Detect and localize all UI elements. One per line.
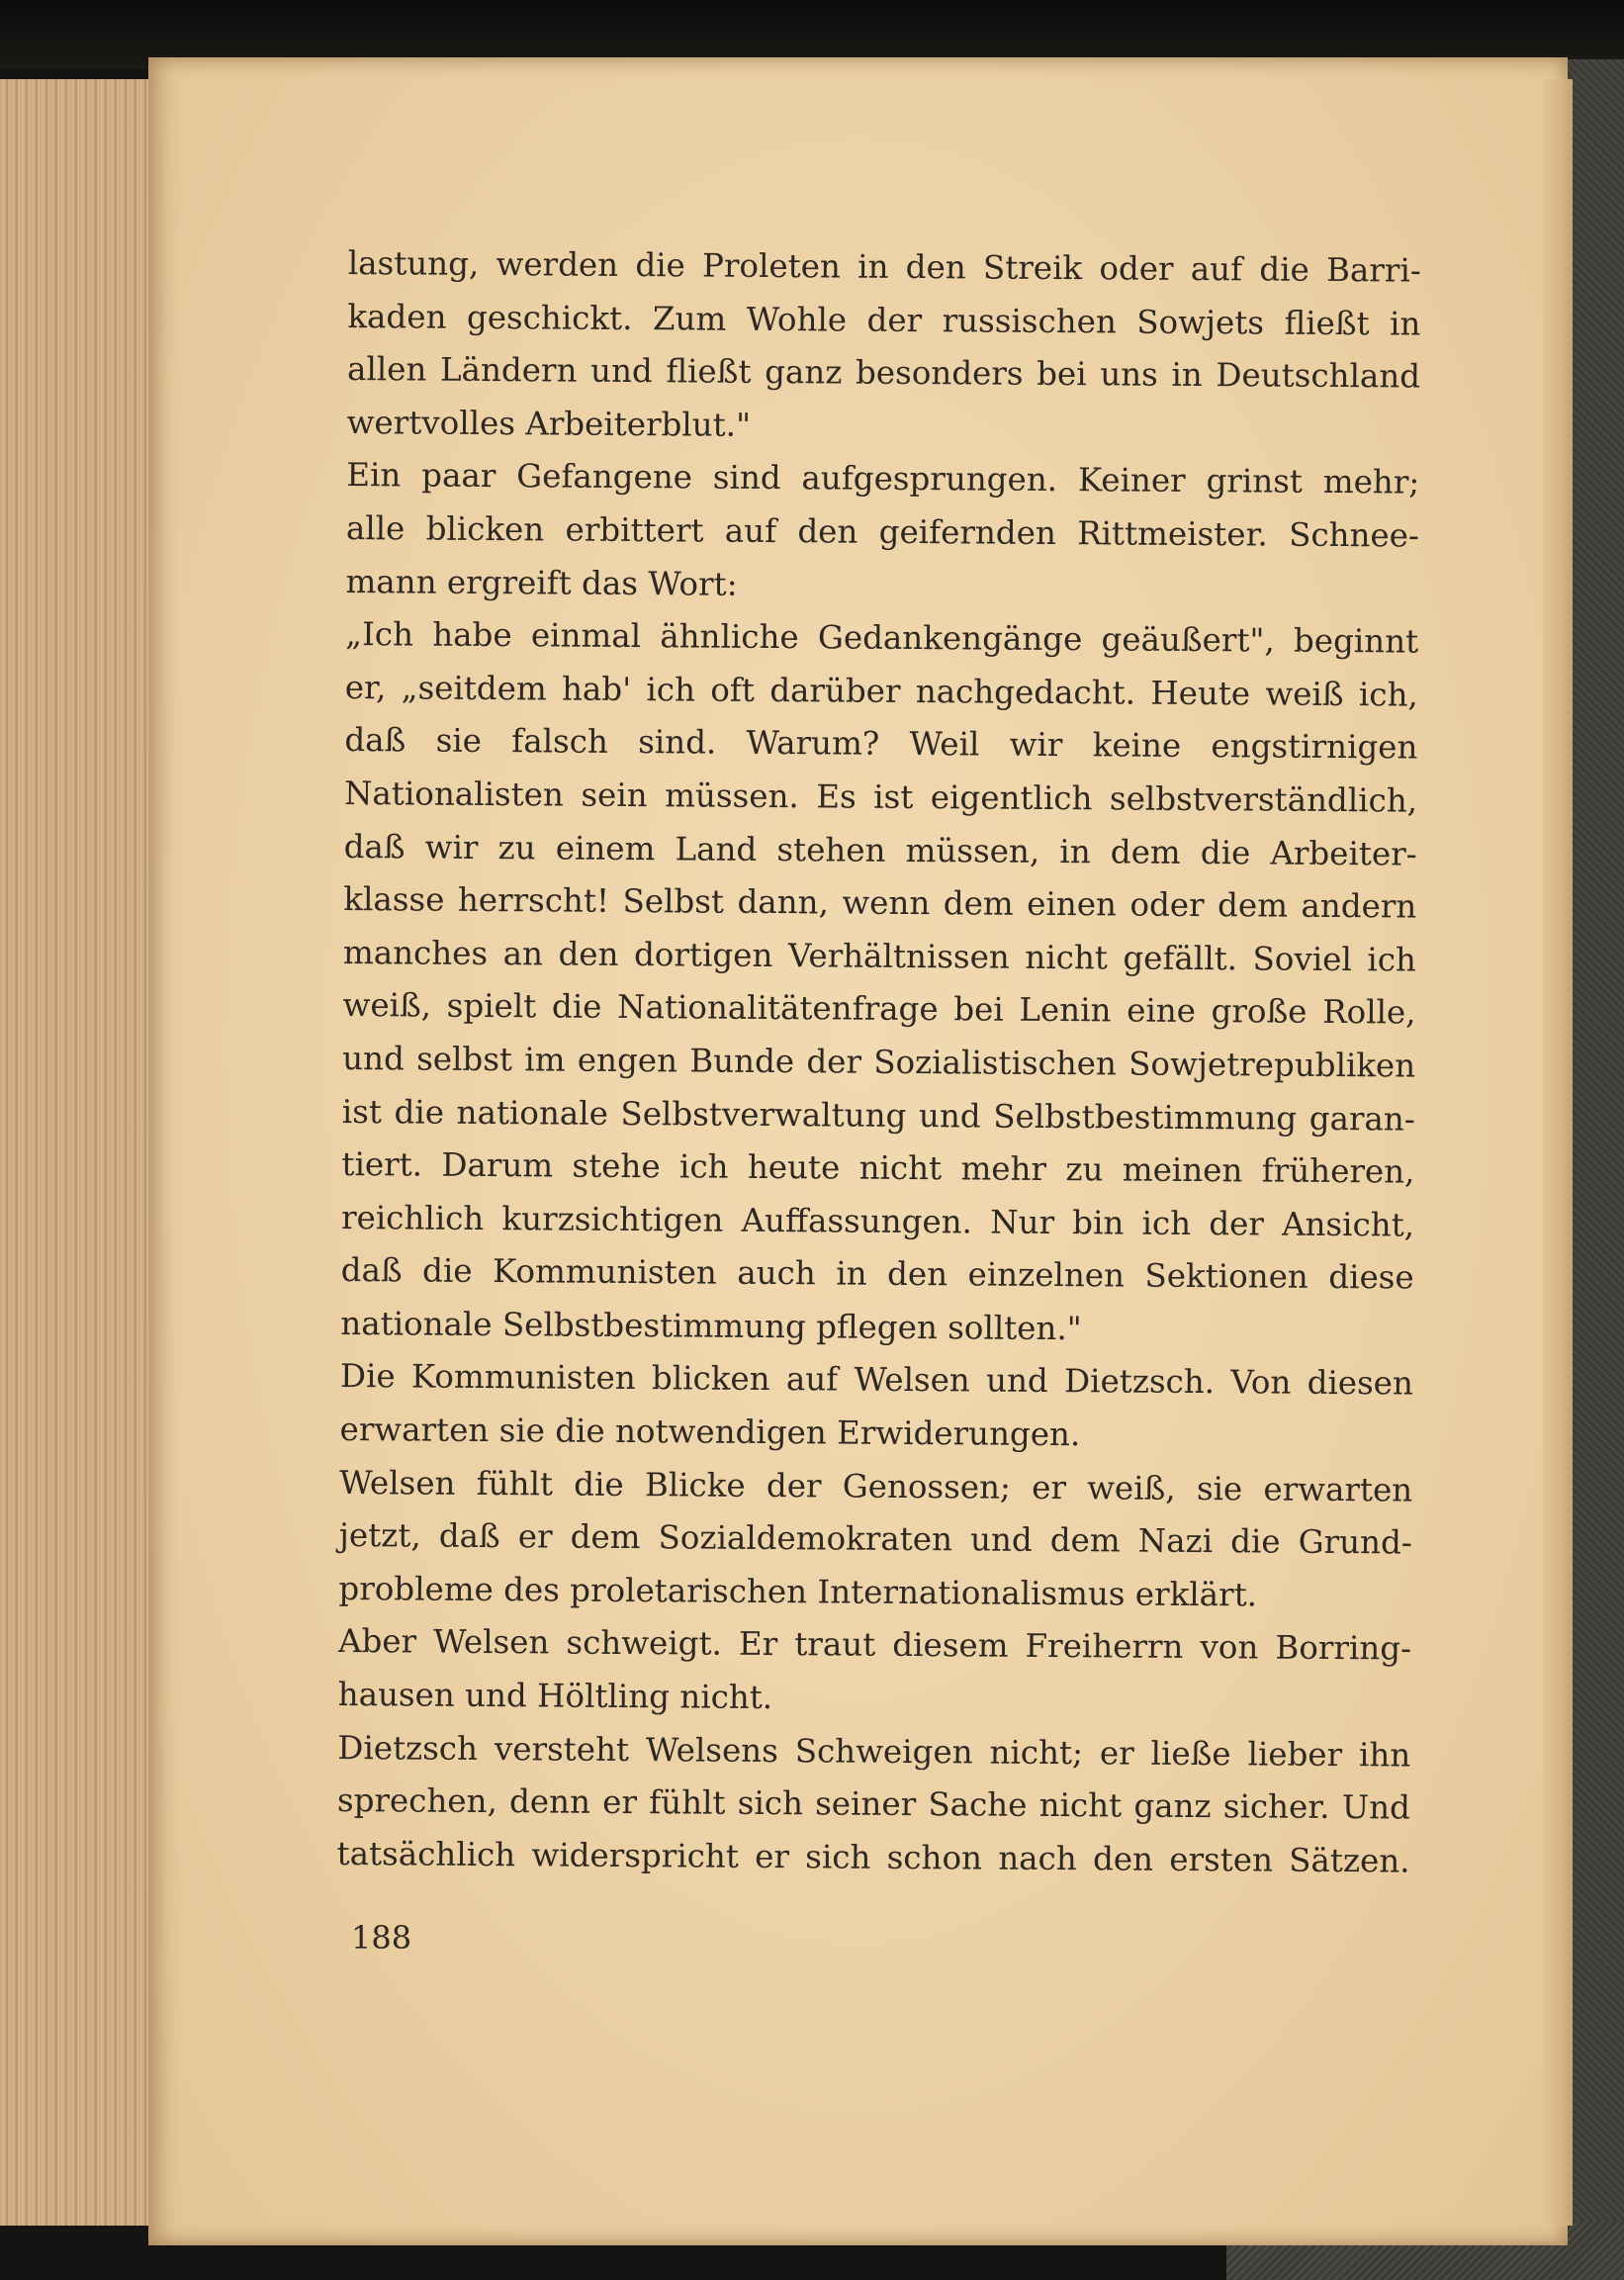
page-stack-left bbox=[0, 79, 150, 2226]
text-line: reichlich kurzsichtigen Auffassungen. Nur bin ich der Ansicht, bbox=[340, 1198, 1415, 1244]
text-line: daß wir zu einem Land stehen müssen, in dem die Arbeiter- bbox=[343, 827, 1417, 873]
text-line: kaden geschickt. Zum Wohle der russischen Sowjets fließt in bbox=[347, 297, 1421, 343]
text-line: Dietzsch versteht Welsens Schweigen nicht; er ließe lieber ihn bbox=[337, 1728, 1411, 1775]
text-line: alle blicken erbittert auf den geifernden Rittmeister. Schnee- bbox=[345, 508, 1420, 555]
book-cover-right-edge bbox=[1565, 59, 1624, 2235]
text-line: sprechen, denn er fühlt sich seiner Sache nicht ganz sicher. Und bbox=[336, 1781, 1411, 1827]
text-line: er, „seitdem hab' ich oft darüber nachgedacht. Heute weiß ich, bbox=[344, 668, 1418, 714]
text-line: allen Ländern und fließt ganz besonders bei uns in Deutschland bbox=[346, 350, 1421, 396]
text-line: daß sie falsch sind. Warum? Weil wir keine engstirnigen bbox=[344, 721, 1418, 767]
text-line: klasse herrscht! Selbst dann, wenn dem einen oder dem andern bbox=[343, 880, 1417, 926]
text-line: manches an den dortigen Verhältnissen nicht gefällt. Soviel ich bbox=[342, 933, 1417, 979]
text-line: Nationalisten sein müssen. Es ist eigentlich selbstverständlich, bbox=[343, 774, 1418, 820]
text-line: erwarten sie die notwendigen Erwiderungen. bbox=[339, 1411, 1081, 1454]
text-line: hausen und Höltling nicht. bbox=[337, 1675, 773, 1717]
page-right-edge bbox=[1543, 79, 1573, 2226]
text-line: daß die Kommunisten auch in den einzelnen Sektionen diese bbox=[340, 1251, 1414, 1297]
text-line: lastung, werden die Proleten in den Streik oder auf die Barri- bbox=[347, 243, 1421, 290]
body-text bbox=[336, 237, 1421, 1888]
text-line: Welsen fühlt die Blicke der Genossen; er weiß, sie erwarten bbox=[339, 1463, 1413, 1509]
text-line: probleme des proletarischen Internationalismus erklärt. bbox=[338, 1569, 1258, 1614]
page-number: 188 bbox=[351, 1919, 412, 1957]
text-line: ist die nationale Selbstverwaltung und Selbstbestimmung garan- bbox=[341, 1092, 1415, 1139]
text-line: tatsächlich widerspricht er sich schon nach den ersten Sätzen. bbox=[336, 1834, 1410, 1880]
text-line: mann ergreift das Wort: bbox=[345, 562, 738, 603]
text-line: nationale Selbstbestimmung pflegen sollten." bbox=[340, 1304, 1082, 1348]
text-line: jetzt, daß er dem Sozialdemokraten und dem Nazi die Grund- bbox=[338, 1516, 1412, 1562]
text-line: tiert. Darum stehe ich heute nicht mehr zu meinen früheren, bbox=[341, 1145, 1415, 1191]
text-line: Die Kommunisten blicken auf Welsen und Dietzsch. Von diesen bbox=[339, 1357, 1414, 1404]
text-line: wertvolles Arbeiterblut." bbox=[346, 403, 752, 444]
text-line: und selbst im engen Bunde der Sozialistischen Sowjetrepubliken bbox=[342, 1039, 1416, 1085]
text-line: „Ich habe einmal ähnliche Gedankengänge geäußert", beginnt bbox=[345, 615, 1419, 661]
text-line: Ein paar Gefangene sind aufgesprungen. Keiner grinst mehr; bbox=[346, 456, 1420, 502]
text-line: Aber Welsen schweigt. Er traut diesem Freiherrn von Borring- bbox=[337, 1622, 1412, 1668]
text-line: weiß, spielt die Nationalitätenfrage bei Lenin eine große Rolle, bbox=[342, 986, 1416, 1032]
